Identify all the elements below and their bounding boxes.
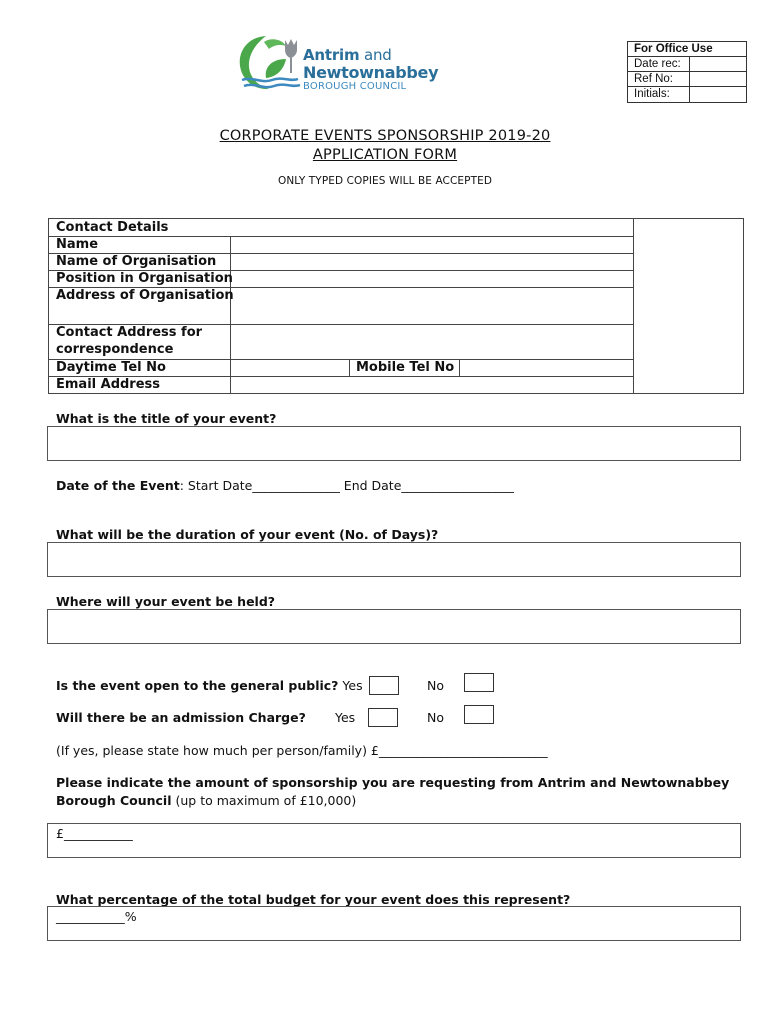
email-field[interactable] <box>231 377 633 393</box>
percentage-field[interactable] <box>47 906 741 941</box>
admission-question: Will there be an admission Charge? <box>56 710 306 725</box>
contact-address-label-line2: correspondence <box>56 342 174 357</box>
public-yes-checkbox[interactable] <box>369 676 399 695</box>
mobile-tel-field[interactable] <box>460 360 633 376</box>
duration-field[interactable] <box>47 542 741 577</box>
council-emblem-icon <box>236 33 302 95</box>
admission-price-line: (If yes, please state how much per person/family) £___________________________ <box>56 743 548 758</box>
daytime-tel-field[interactable] <box>231 360 349 376</box>
logo-text-line2: Newtownabbey <box>303 63 439 82</box>
sponsorship-question-line1: Please indicate the amount of sponsorship you are requesting from Antrim and Newtownabbey <box>56 775 730 790</box>
venue-field[interactable] <box>47 609 741 644</box>
ref-no-field <box>690 72 746 86</box>
sponsorship-amount-field[interactable] <box>47 823 741 858</box>
event-title-field[interactable] <box>47 426 741 461</box>
contact-address-field[interactable] <box>231 325 633 359</box>
admission-no-checkbox[interactable] <box>464 705 494 724</box>
office-use-label: Initials: <box>628 87 690 102</box>
form-subtitle: APPLICATION FORM <box>312 147 458 163</box>
mobile-tel-label: Mobile Tel No <box>356 360 455 375</box>
office-use-row <box>628 87 746 102</box>
sponsorship-question-line2: Borough Council (up to maximum of £10,000) <box>56 793 357 808</box>
contact-address-label-line1: Contact Address for <box>56 325 203 340</box>
public-no-checkbox[interactable] <box>464 673 494 692</box>
position-field[interactable] <box>231 271 633 287</box>
logo-text-line3: BOROUGH COUNCIL <box>303 81 407 92</box>
contact-details-table <box>48 218 744 394</box>
duration-question: What will be the duration of your event (No. of Days)? <box>56 527 439 542</box>
address-label: Address of Organisation <box>56 288 234 303</box>
office-use-label: Date rec: <box>628 57 690 71</box>
daytime-tel-label: Daytime Tel No <box>56 360 166 375</box>
admission-yes-label: Yes <box>335 710 356 725</box>
percentage-value: ___________% <box>56 909 137 924</box>
form-title: CORPORATE EVENTS SPONSORSHIP 2019-20 <box>219 128 551 144</box>
venue-question: Where will your event be held? <box>56 594 276 609</box>
admission-yes-checkbox[interactable] <box>368 708 398 727</box>
name-field[interactable] <box>231 237 633 253</box>
logo-text-line1: Antrim and <box>303 46 392 64</box>
office-use-heading: For Office Use <box>628 42 746 57</box>
council-logo <box>236 33 446 95</box>
event-title-question: What is the title of your event? <box>56 411 277 426</box>
initials-field <box>690 87 746 102</box>
office-use-box <box>627 41 747 103</box>
office-use-row <box>628 57 746 72</box>
office-use-label: Ref No: <box>628 72 690 86</box>
percentage-question: What percentage of the total budget for your event does this represent? <box>56 892 571 907</box>
organisation-field[interactable] <box>231 254 633 270</box>
contact-details-heading: Contact Details <box>56 220 169 235</box>
event-date-line: Date of the Event: Start Date______________ End Date__________________ <box>56 478 514 493</box>
email-label: Email Address <box>56 377 161 392</box>
typed-copies-note: ONLY TYPED COPIES WILL BE ACCEPTED <box>277 175 493 187</box>
position-label: Position in Organisation <box>56 271 233 286</box>
office-use-row <box>628 72 746 87</box>
organisation-label: Name of Organisation <box>56 254 217 269</box>
public-question: Is the event open to the general public? Yes <box>56 678 363 693</box>
sponsorship-amount-value: £___________ <box>56 826 133 841</box>
date-received-field <box>690 57 746 71</box>
public-no-label: No <box>427 678 444 693</box>
admission-no-label: No <box>427 710 444 725</box>
address-field[interactable] <box>231 288 633 324</box>
name-label: Name <box>56 237 99 252</box>
